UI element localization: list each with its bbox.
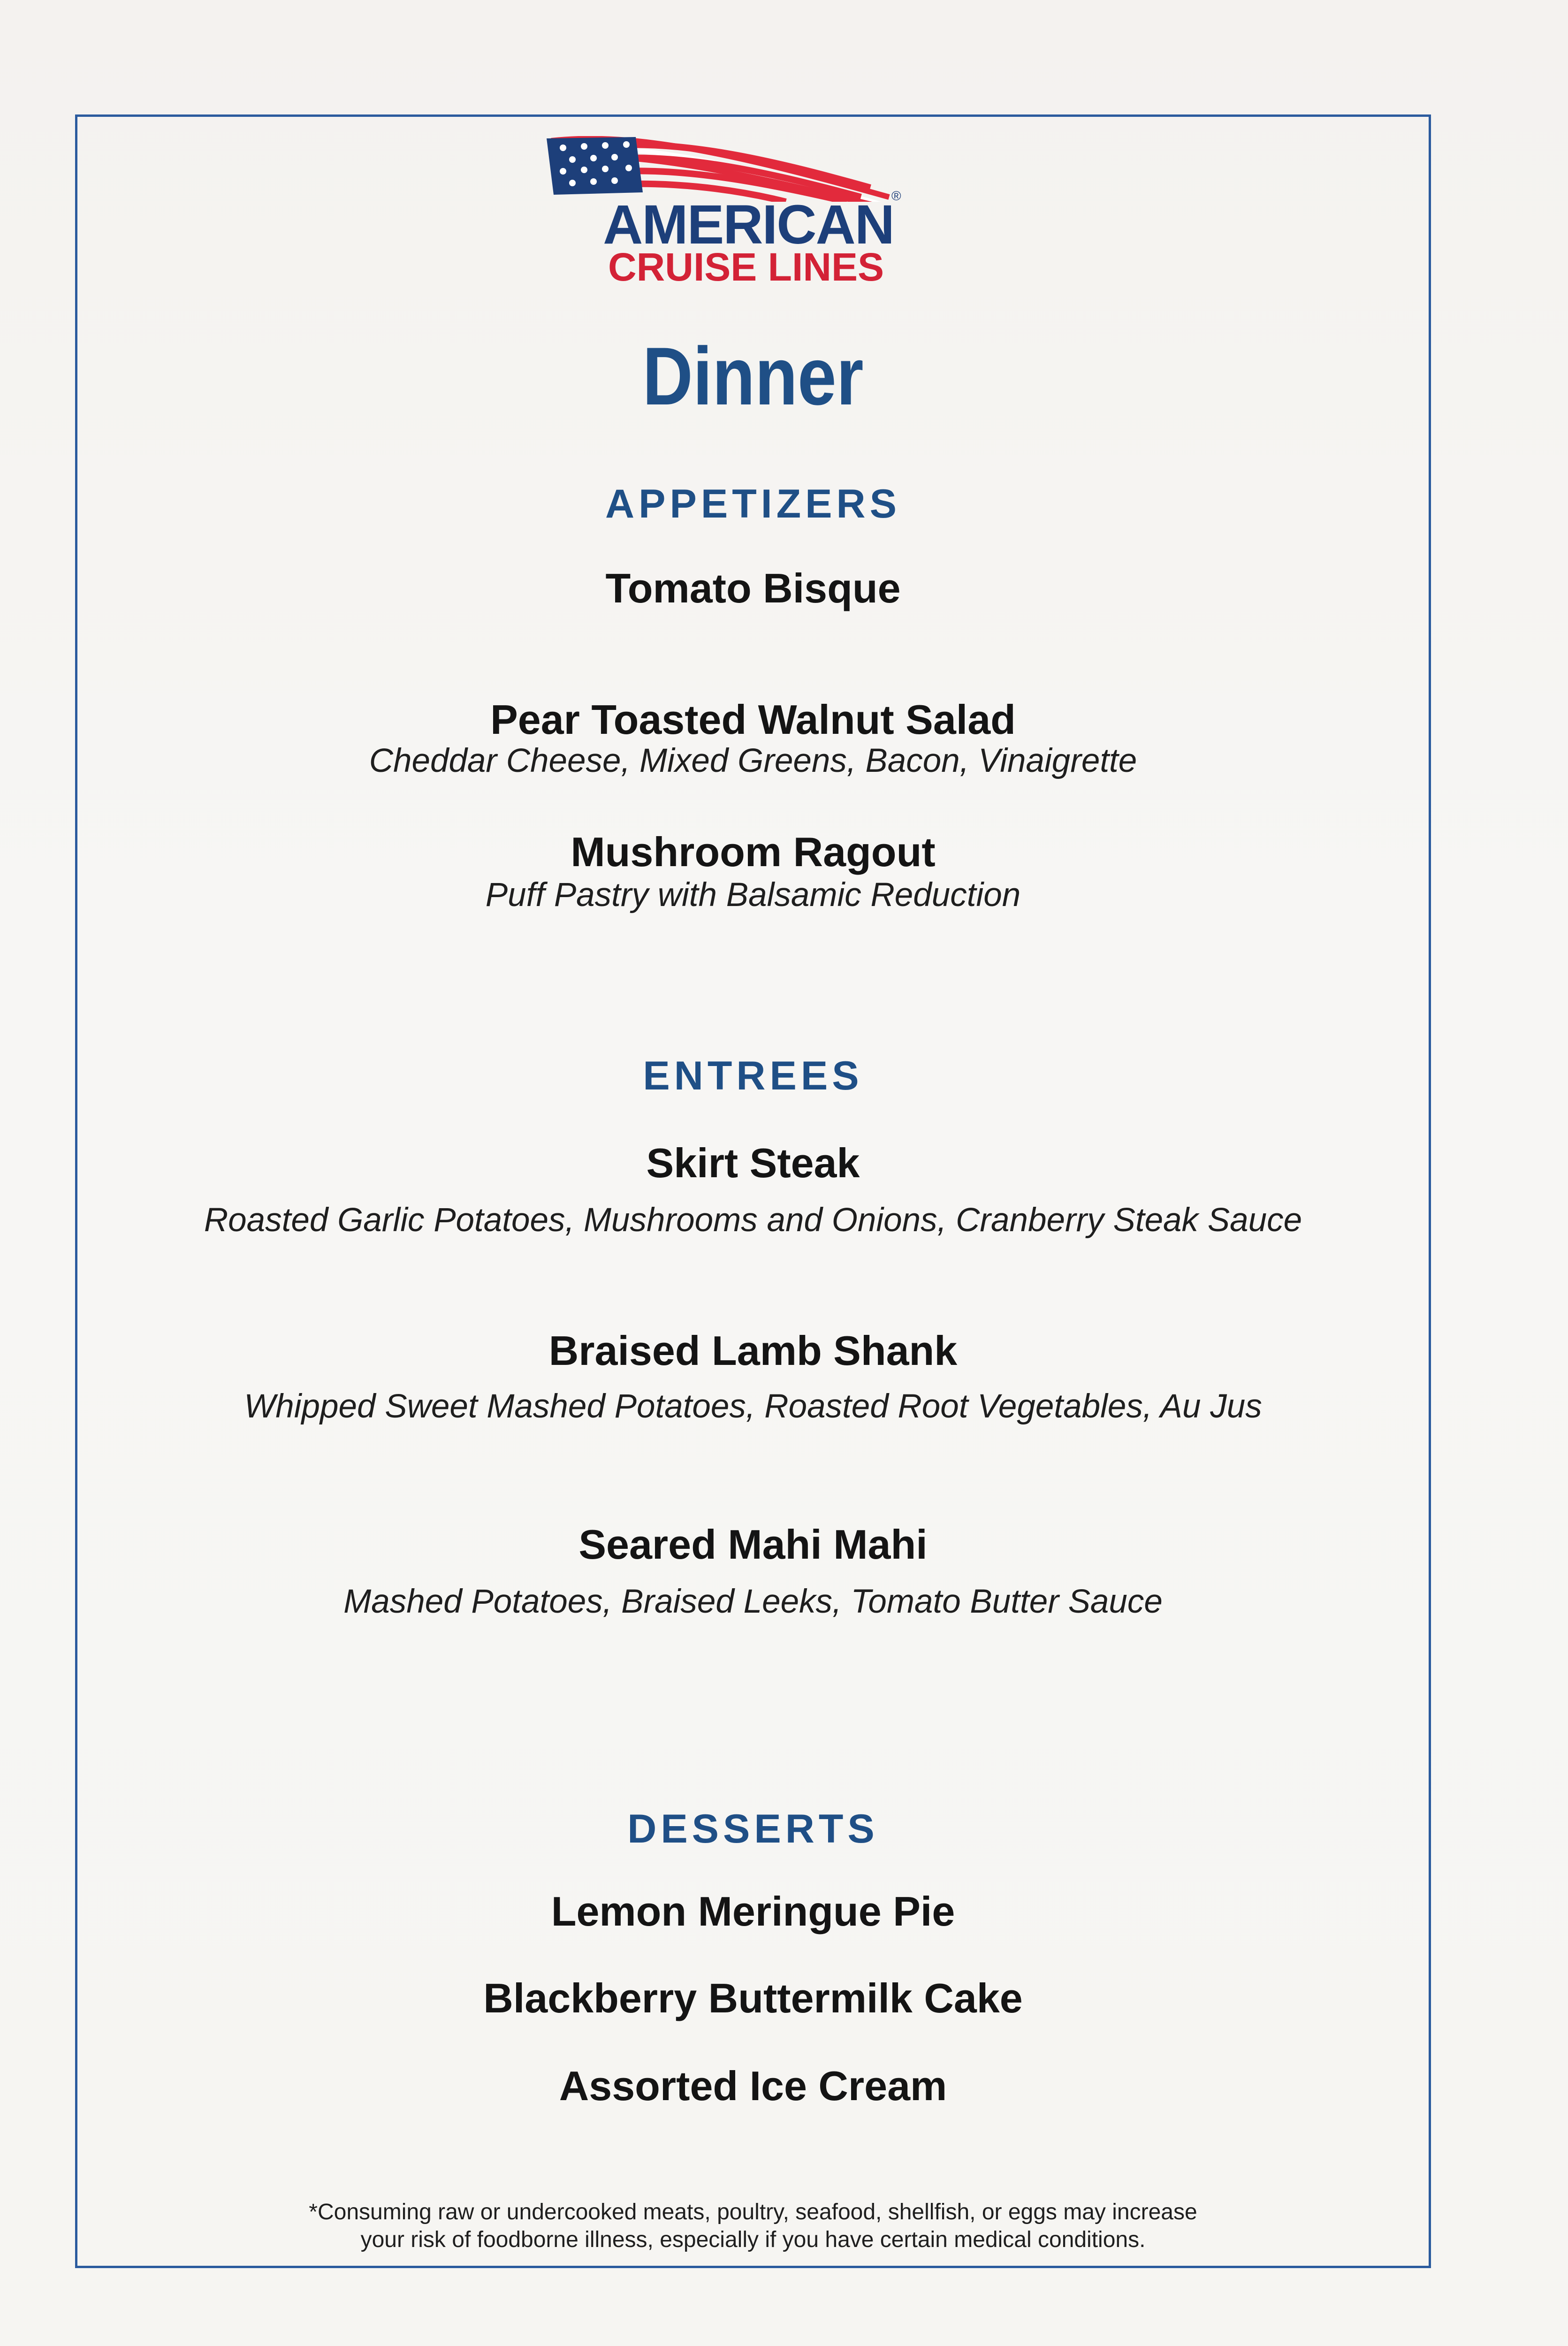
allergy-footnote xyxy=(75,2199,1431,2254)
menu-item-description: Mashed Potatoes, Braised Leeks, Tomato Butter Sauce xyxy=(343,1583,1163,1620)
menu-item-name: Seared Mahi Mahi xyxy=(578,1521,928,1568)
menu-item-name: Blackberry Buttermilk Cake xyxy=(483,1975,1023,2021)
footnote-line: *Consuming raw or undercooked meats, poultry, seafood, shellfish, or eggs may increase xyxy=(309,2200,1197,2224)
menu-item-description: Whipped Sweet Mashed Potatoes, Roasted Root Vegetables, Au Jus xyxy=(244,1388,1262,1425)
registered-mark: ® xyxy=(891,189,901,203)
footnote-line: your risk of foodborne illness, especially if you have certain medical conditions. xyxy=(360,2227,1146,2252)
menu-border xyxy=(75,114,1431,2268)
menu-item-name: Lemon Meringue Pie xyxy=(551,1888,955,1935)
menu-item-description: Roasted Garlic Potatoes, Mushrooms and Onions, Cranberry Steak Sauce xyxy=(204,1202,1302,1239)
menu-title: Dinner xyxy=(642,331,864,422)
menu-item-name: Skirt Steak xyxy=(646,1140,860,1186)
menu-item-name: Mushroom Ragout xyxy=(571,829,936,875)
menu-item-name: Tomato Bisque xyxy=(605,565,901,611)
menu-item-name: Pear Toasted Walnut Salad xyxy=(490,696,1016,743)
flag-icon xyxy=(542,136,945,202)
menu-item-name: Braised Lamb Shank xyxy=(548,1327,958,1374)
section-heading-desserts: DESSERTS xyxy=(627,1806,879,1851)
section-heading-appetizers: APPETIZERS xyxy=(605,481,901,526)
american-cruise-lines-logo xyxy=(542,136,945,291)
menu-item-description: Puff Pastry with Balsamic Reduction xyxy=(485,876,1021,914)
logo-text-american: AMERICAN xyxy=(603,194,894,256)
menu-item-description: Cheddar Cheese, Mixed Greens, Bacon, Vinaigrette xyxy=(369,742,1137,779)
section-heading-entrees: ENTREES xyxy=(643,1053,863,1098)
logo-text-cruise-lines: CRUISE LINES xyxy=(608,245,884,289)
menu-item-name: Assorted Ice Cream xyxy=(559,2063,947,2109)
